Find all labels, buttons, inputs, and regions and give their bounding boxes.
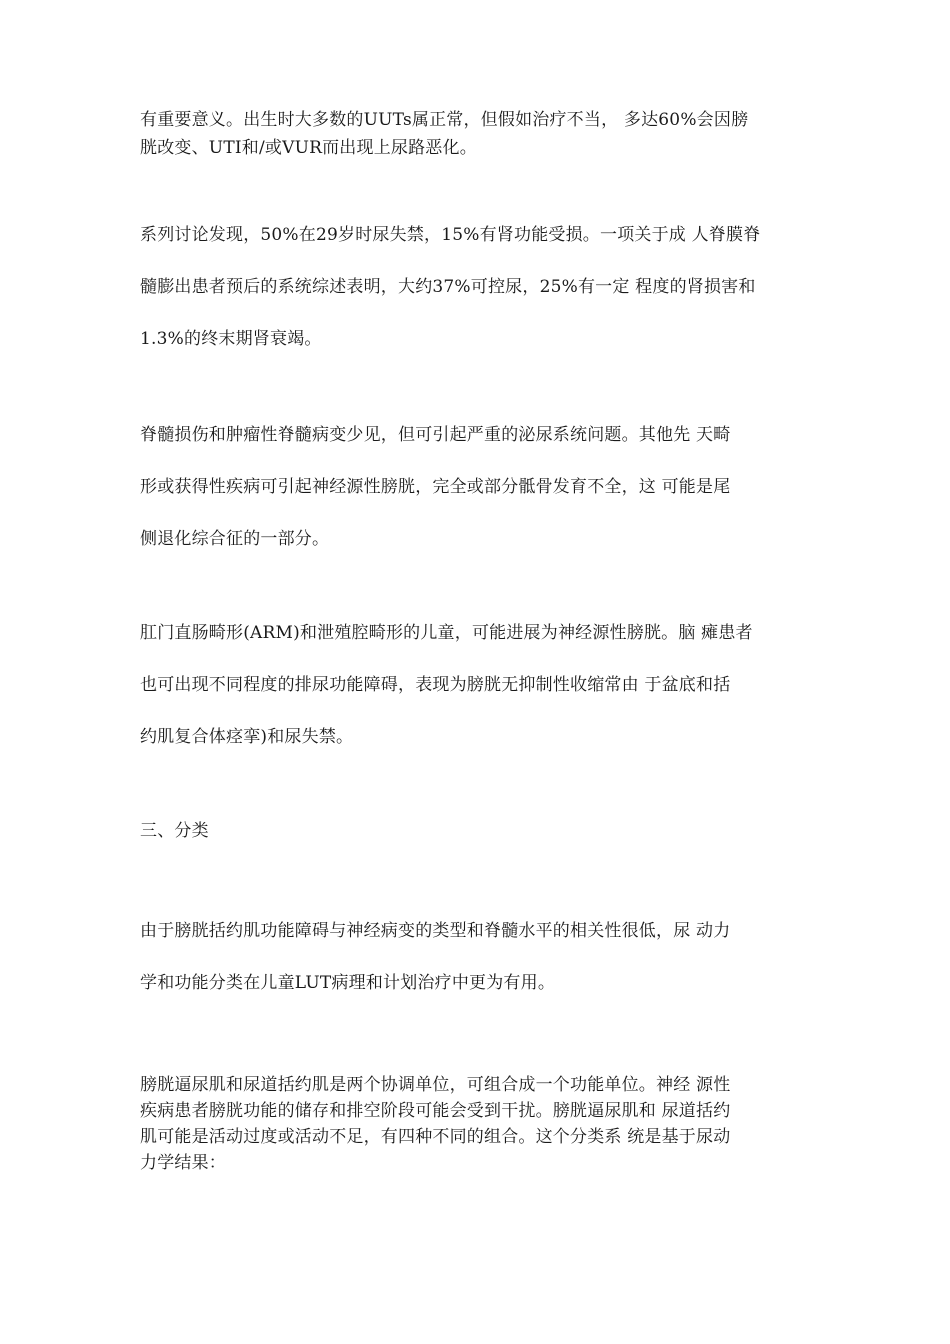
text-line: 肛门直肠畸形(ARM)和泄殖腔畸形的儿童，可能进展为神经源性膀胱。脑 瘫患者 <box>140 623 753 643</box>
text-line: 也可出现不同程度的排尿功能障碍，表现为膀胱无抑制性收缩常由 于盆底和括 <box>140 675 731 695</box>
paragraph-2 <box>140 209 820 365</box>
paragraph-1 <box>140 106 820 162</box>
text-line: 髓膨出患者预后的系统综述表明，大约37%可控尿，25%有一定 程度的肾损害和 <box>140 277 756 297</box>
section-heading <box>140 805 820 857</box>
paragraph-6 <box>140 1072 820 1176</box>
text-line: 系列讨论发现，50%在29岁时尿失禁，15%有肾功能受损。一项关于成 人脊膜脊 <box>140 225 761 245</box>
heading-text: 三、分类 <box>140 821 209 841</box>
paragraph-3 <box>140 409 820 565</box>
text-line: 形或获得性疾病可引起神经源性膀胱，完全或部分骶骨发育不全，这 可能是尾 <box>140 477 731 497</box>
text-line: 肌可能是活动过度或活动不足，有四种不同的组合。这个分类系 统是基于尿动 <box>140 1127 731 1147</box>
text-line: 力学结果： <box>140 1153 226 1173</box>
paragraph-5 <box>140 905 820 1009</box>
text-line: 胱改变、UTI和/或VUR而出现上尿路恶化。 <box>140 138 477 158</box>
text-line: 学和功能分类在儿童LUT病理和计划治疗中更为有用。 <box>140 973 556 993</box>
text-line: 侧退化综合征的一部分。 <box>140 529 330 549</box>
paragraph-4 <box>140 607 820 763</box>
text-line: 有重要意义。出生时大多数的UUTs属正常，但假如治疗不当， 多达60%会因膀 <box>140 110 749 130</box>
text-line: 脊髓损伤和肿瘤性脊髓病变少见，但可引起严重的泌尿系统问题。其他先 天畸 <box>140 425 731 445</box>
text-line: 由于膀胱括约肌功能障碍与神经病变的类型和脊髓水平的相关性很低，尿 动力 <box>140 921 731 941</box>
text-line: 1.3%的终末期肾衰竭。 <box>140 329 322 349</box>
text-line: 疾病患者膀胱功能的储存和排空阶段可能会受到干扰。膀胱逼尿肌和 尿道括约 <box>140 1101 731 1121</box>
text-line: 膀胱逼尿肌和尿道括约肌是两个协调单位，可组合成一个功能单位。神经 源性 <box>140 1075 731 1095</box>
text-line: 约肌复合体痉挛)和尿失禁。 <box>140 727 354 747</box>
